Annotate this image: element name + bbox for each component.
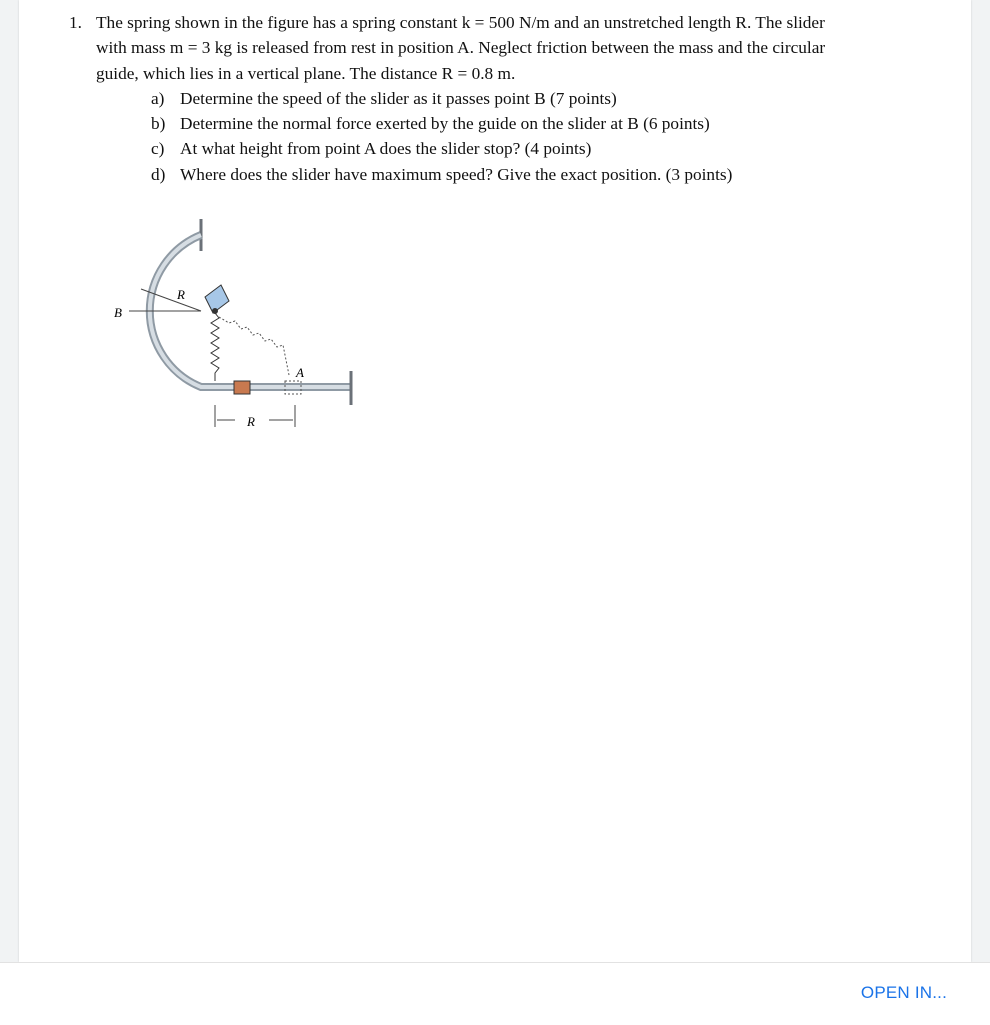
problem-text-line: The spring shown in the figure has a spring constant k = 500 N/m and an unstretched length R. The slider	[96, 13, 825, 32]
open-in-button[interactable]: OPEN IN...	[860, 983, 947, 1002]
label-a: A	[296, 365, 304, 380]
part-text: At what height from point A does the slider stop? (4 points)	[180, 139, 592, 159]
problem-text-line: with mass m = 3 kg is released from rest in position A. Neglect friction between the mass and the circular	[96, 38, 826, 58]
part-d	[151, 162, 929, 187]
part-text: Determine the normal force exerted by the guide on the slider at B (6 points)	[180, 114, 710, 134]
part-a	[151, 86, 929, 111]
label-r-top: R	[177, 287, 185, 302]
problem-1	[69, 10, 929, 187]
slider-block	[234, 381, 250, 394]
part-label: d)	[151, 164, 166, 184]
part-text: Where does the slider have maximum speed? Give the exact position. (3 points)	[180, 164, 733, 184]
part-text: Determine the speed of the slider as it passes point B (7 points)	[180, 88, 617, 108]
problem-number: 1.	[69, 13, 82, 32]
spring-vertical	[211, 313, 219, 381]
part-b	[151, 111, 929, 136]
part-label: a)	[151, 88, 165, 108]
problem-parts	[151, 86, 929, 187]
part-label: b)	[151, 114, 166, 134]
label-r-bottom: R	[247, 414, 255, 429]
part-c	[151, 136, 929, 161]
footer-bar	[0, 962, 990, 1025]
label-b: B	[114, 305, 122, 320]
problem-text-line: guide, which lies in a vertical plane. The distance R = 0.8 m.	[96, 63, 516, 83]
spring-slider-figure	[89, 205, 389, 445]
document-page	[19, 0, 971, 962]
spring-dashed	[219, 317, 289, 375]
part-label: c)	[151, 139, 165, 159]
